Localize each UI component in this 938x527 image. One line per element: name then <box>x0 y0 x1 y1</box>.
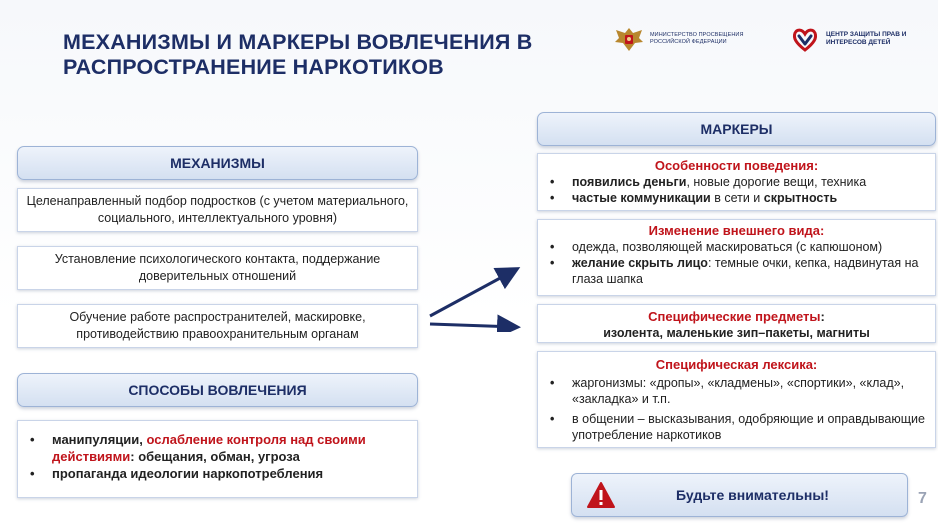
ministry-logo-text: МИНИСТЕРСТВО ПРОСВЕЩЕНИЯ РОССИЙСКОЙ ФЕДЕРАЦИИ <box>650 32 744 45</box>
marker-title: Особенности поведения: <box>654 158 819 173</box>
marker-title: Специфические предметы: <box>648 309 825 324</box>
marker-lexicon: Специфическая лексика: • жаргонизмы: «дропы», «кладмены», «спортики», «клад», «закладка» и т.п. • в общении – высказывания, одобряющие и оправдывающие употребление наркотиков <box>537 351 936 448</box>
arrows <box>425 262 525 332</box>
ways-header: СПОСОБЫ ВОВЛЕЧЕНИЯ <box>17 373 418 407</box>
page-title: МЕХАНИЗМЫ И МАРКЕРЫ ВОВЛЕЧЕНИЯ В РАСПРОСТРАНЕНИЕ НАРКОТИКОВ <box>63 30 533 79</box>
mechanisms-header: МЕХАНИЗМЫ <box>17 146 418 180</box>
attention-text: Будьте внимательны! <box>676 487 829 503</box>
mechanism-item: Целенаправленный подбор подростков (с учетом материального, социального, интеллектуального уровня) <box>17 188 418 232</box>
arrow-up-right <box>430 270 515 316</box>
marker-appearance: Изменение внешнего вида: • одежда, позволяющей маскироваться (с капюшоном) • желание скрыть лицо: темные очки, кепка, надвинутая на глаза шапка <box>537 219 936 296</box>
center-logo-text: ЦЕНТР ЗАЩИТЫ ПРАВ И ИНТЕРЕСОВ ДЕТЕЙ <box>826 31 907 46</box>
arrow-right <box>430 324 515 327</box>
page-number: 7 <box>918 490 927 507</box>
ways-box <box>17 420 418 498</box>
attention-banner <box>571 473 908 517</box>
marker-items-line: изолента, маленькие зип–пакеты, магниты <box>603 326 870 340</box>
center-logo <box>790 24 916 54</box>
mechanism-item: Установление психологического контакта, поддержание доверительных отношений <box>17 246 418 290</box>
header-logos <box>612 24 916 54</box>
marker-items <box>537 304 936 343</box>
heart-hands-icon <box>790 24 820 54</box>
mechanism-item: Обучение работе распространителей, маскировке, противодействию правоохранительным органам <box>17 304 418 348</box>
ways-bullet: • манипуляции, ослабление контроля над своими действиями: обещания, обман, угроза <box>30 432 366 464</box>
markers-header: МАРКЕРЫ <box>537 112 936 146</box>
marker-title: Специфическая лексика: <box>655 357 818 372</box>
warning-icon <box>586 481 616 509</box>
ways-bullet: • пропаганда идеологии наркопотребления <box>30 466 324 481</box>
marker-title: Изменение внешнего вида: <box>648 223 825 238</box>
marker-behavior: Особенности поведения: • появились деньги, новые дорогие вещи, техника • частые коммуникации в сети и скрытность <box>537 153 936 211</box>
eagle-emblem-icon <box>612 24 646 54</box>
ministry-logo <box>612 24 762 54</box>
